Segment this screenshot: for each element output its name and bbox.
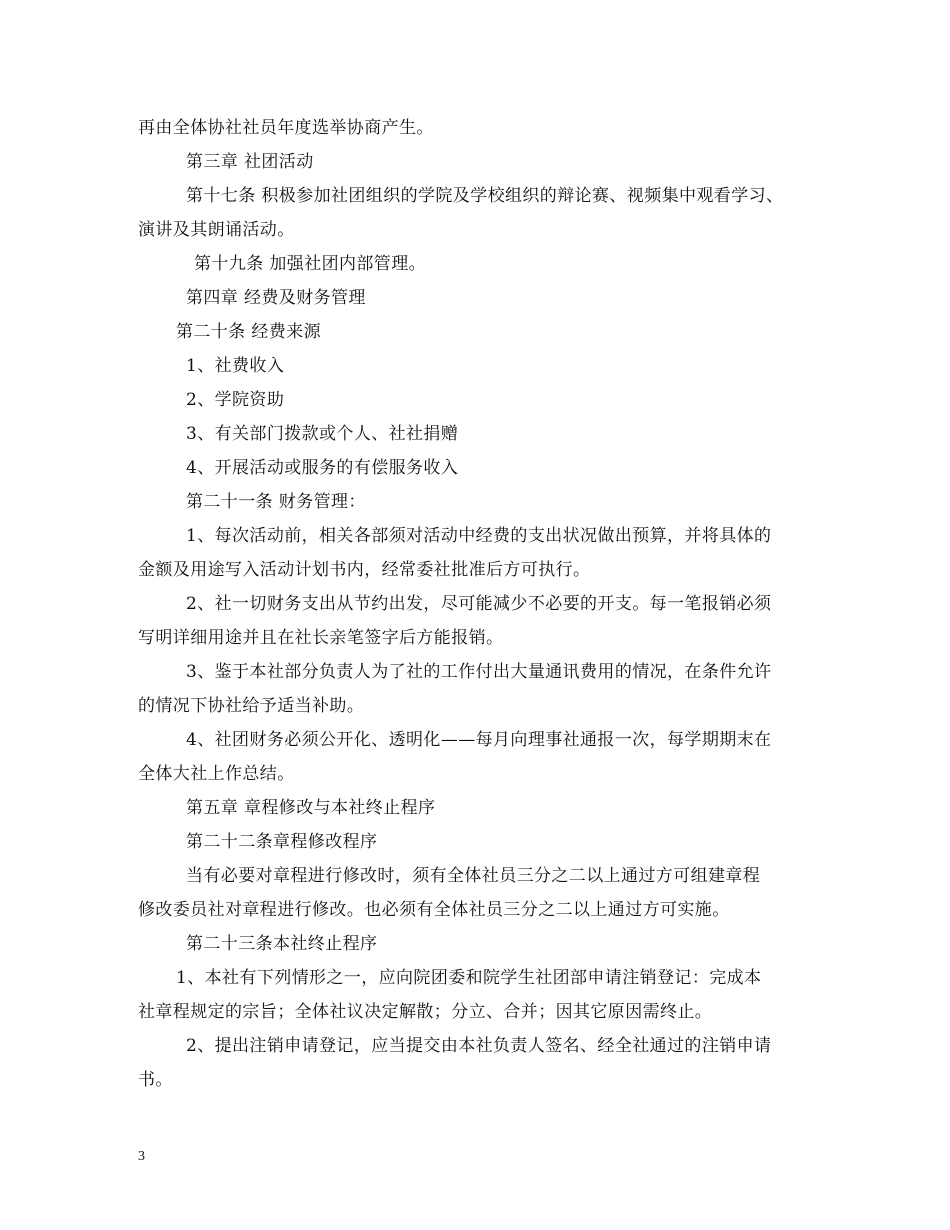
text-line: 金额及用途写入活动计划书内，经常委社批准后方可执行。: [138, 560, 591, 580]
chapter-heading: 第三章 社团活动: [186, 152, 314, 172]
list-item: 2、学院资助: [186, 390, 285, 410]
text-line: 的情况下协社给予适当补助。: [138, 696, 365, 716]
chapter-heading: 第四章 经费及财务管理: [186, 288, 366, 308]
text-line: 第二十条 经费来源: [176, 322, 322, 342]
list-item: 3、有关部门拨款或个人、社社捐赠: [186, 424, 459, 444]
text-line: 全体大社上作总结。: [138, 764, 295, 784]
text-line: 1、每次活动前，相关各部须对活动中经费的支出状况做出预算，并将具体的: [186, 526, 772, 546]
list-item: 1、社费收入: [186, 356, 285, 376]
text-line: 第二十一条 财务管理：: [186, 492, 366, 512]
list-item: 4、开展活动或服务的有偿服务收入: [186, 458, 459, 478]
text-line: 第二十三条本社终止程序: [186, 934, 378, 954]
text-line: 再由全体协社社员年度选举协商产生。: [138, 118, 434, 138]
text-line: 修改委员社对章程进行修改。也必须有全体社员三分之二以上通过方可实施。: [138, 900, 730, 920]
text-line: 2、社一切财务支出从节约出发，尽可能减少不必要的开支。每一笔报销必须: [186, 594, 772, 614]
text-line: 写明详细用途并且在社长亲笔签字后方能报销。: [138, 628, 504, 648]
text-line: 第十七条 积极参加社团组织的学院及学校组织的辩论赛、视频集中观看学习、: [186, 186, 784, 206]
text-line: 演讲及其朗诵活动。: [138, 220, 295, 240]
chapter-heading: 第五章 章程修改与本社终止程序: [186, 798, 436, 818]
page-number: 3: [138, 1149, 145, 1164]
text-line: 2、提出注销申请登记，应当提交由本社负责人签名、经全社通过的注销申请: [186, 1036, 772, 1056]
text-line: 3、鉴于本社部分负责人为了社的工作付出大量通讯费用的情况，在条件允许: [186, 662, 772, 682]
text-line: 第二十二条章程修改程序: [186, 832, 378, 852]
text-line: 社章程规定的宗旨；全体社议决定解散；分立、合并；因其它原因需终止。: [138, 1002, 713, 1022]
text-line: 1、本社有下列情形之一，应向院团委和院学生社团部申请注销登记：完成本: [176, 968, 762, 988]
text-line: 当有必要对章程进行修改时，须有全体社员三分之二以上通过方可组建章程: [186, 866, 761, 886]
text-line: 书。: [138, 1070, 173, 1090]
text-line: 第十九条 加强社团内部管理。: [194, 254, 427, 274]
text-line: 4、社团财务必须公开化、透明化——每月向理事社通报一次，每学期期末在: [186, 730, 772, 750]
